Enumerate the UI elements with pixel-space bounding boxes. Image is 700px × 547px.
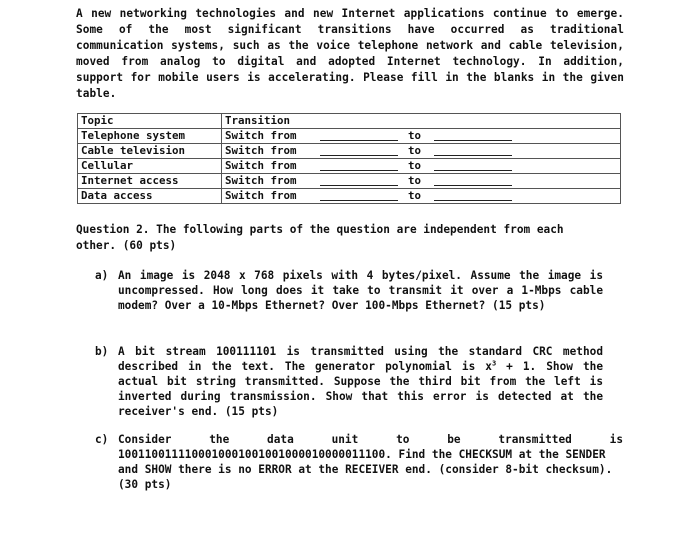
intro-paragraph: A new networking technologies and new Internet applications continue to emerge. Some of the most significant transitions have occurred as traditional communication systems, such as the voice telephone network and cable television, moved from analog to digital and adopted Internet technology. In addition, support for mobile users is accelerating. Please fill in the blanks in the given table. [76,7,624,100]
to-text: to [408,189,422,202]
part-b-text-start: A bit stream 100111101 is transmitted using the standard CRC method described in the text. The generator polynomial is x [118,345,603,373]
transition-cell [222,129,621,144]
part-b [95,344,603,419]
switch-from-text: Switch from [225,174,297,187]
header-transition: Transition [222,114,621,129]
blank-to[interactable] [434,185,512,186]
part-c-text [118,432,623,492]
transition-cell [222,174,621,189]
to-text: to [408,159,422,172]
switch-from-text: Switch from [225,144,297,157]
table-row [78,174,621,189]
topic-cell: Data access [78,189,222,204]
part-b-label: b) [95,345,109,358]
question-2-heading: Question 2. The following parts of the question are independent from each other. (60 pts) [76,223,564,252]
part-b-text [118,344,603,419]
topic-cell: Cellular [78,159,222,174]
part-c-line-1: Consider the data unit to be transmitted is [118,433,623,446]
to-text: to [408,129,422,142]
topic-cell: Cable television [78,144,222,159]
transition-cell [222,159,621,174]
table-row [78,159,621,174]
part-c-label: c) [95,433,109,446]
part-a-label: a) [95,269,109,282]
polynomial-exponent: 3 [491,359,497,368]
transition-cell [222,144,621,159]
part-c [95,432,623,492]
part-a-text: An image is 2048 x 768 pixels with 4 bytes/pixel. Assume the image is uncompressed. How long does it take to transmit it over a 1-Mbps cable modem? Over a 10-Mbps Ethernet? Over 100-Mbps Ethernet? (15 pts) [118,269,603,312]
to-text: to [408,144,422,157]
blank-from[interactable] [320,140,398,141]
blank-from[interactable] [320,185,398,186]
transitions-table [77,113,621,204]
topic-cell: Telephone system [78,129,222,144]
blank-to[interactable] [434,155,512,156]
blank-to[interactable] [434,170,512,171]
blank-to[interactable] [434,140,512,141]
switch-from-text: Switch from [225,129,297,142]
switch-from-text: Switch from [225,159,297,172]
table-row [78,144,621,159]
table-header-row [78,114,621,129]
to-text: to [408,174,422,187]
table-row [78,189,621,204]
transition-cell [222,189,621,204]
part-a [95,268,603,313]
table-row [78,129,621,144]
blank-to[interactable] [434,200,512,201]
header-topic: Topic [78,114,222,129]
switch-from-text: Switch from [225,189,297,202]
blank-from[interactable] [320,200,398,201]
part-b-text-end: + 1. Show the actual bit string transmitted. Suppose the third bit from the left is inverted during transmission. Show that this error is detected at the receiver's end. (15 pts) [118,360,603,418]
blank-from[interactable] [320,155,398,156]
topic-cell: Internet access [78,174,222,189]
blank-from[interactable] [320,170,398,171]
part-c-line-2: 1001100111100010001001001000010000011100. Find the CHECKSUM at the SENDER and SHOW there is no ERROR at the RECEIVER end. (consider 8-bit checksum). (30 pts) [118,448,613,491]
